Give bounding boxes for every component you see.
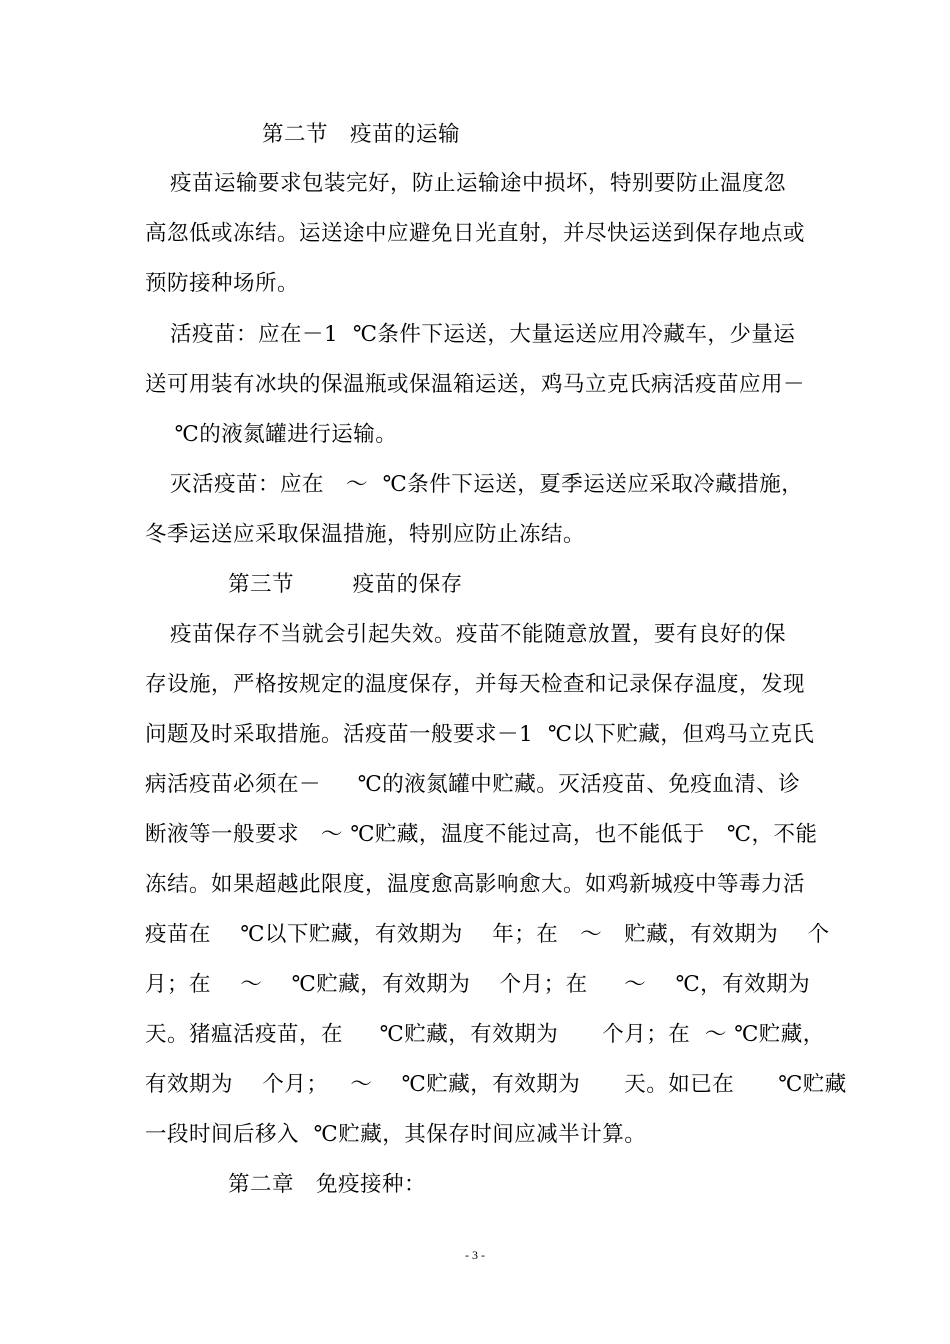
paragraph-line: 有效期为 个月； ～ ℃贮藏，有效期为 天。如已在 ℃贮藏 (145, 1072, 847, 1097)
chapter-heading: 第二章 免疫接种： (228, 1172, 427, 1197)
paragraph-line: 月；在 ～ ℃贮藏，有效期为 个月；在 ～ ℃，有效期为 (145, 972, 811, 997)
paragraph-line: 疫苗在 ℃以下贮藏，有效期为 年；在 ～ 贮藏，有效期为 个 (145, 922, 830, 947)
paragraph-line: 天。猪瘟活疫苗，在 ℃贮藏，有效期为 个月；在 ～ ℃贮藏， (145, 1022, 825, 1047)
paragraph-line: 高忽低或冻结。运送途中应避免日光直射，并尽快运送到保存地点或 (145, 221, 806, 246)
section-heading-storage: 第三节 疫苗的保存 (228, 572, 463, 597)
paragraph-line: 病活疫苗必须在－ ℃的液氮罐中贮藏。灭活疫苗、免疫血清、诊 (145, 772, 801, 797)
paragraph-line: 预防接种场所。 (145, 271, 300, 296)
paragraph-line: 送可用装有冰块的保温瓶或保温箱运送，鸡马立克氏病活疫苗应用－ (145, 372, 806, 397)
paragraph-line: ℃的液氮罐进行运输。 (160, 422, 398, 447)
paragraph-line: 一段时间后移入 ℃贮藏，其保存时间应减半计算。 (145, 1122, 647, 1147)
paragraph-line: 疫苗保存不当就会引起失效。疫苗不能随意放置，要有良好的保 (170, 622, 787, 647)
paragraph-line: 灭活疫苗：应在 ～ ℃条件下运送，夏季运送应采取冷藏措施， (170, 472, 804, 497)
paragraph-line: 活疫苗：应在－1 ℃条件下运送，大量运送应用冷藏车，少量运 (170, 322, 796, 347)
paragraph-line: 冻结。如果超越此限度，温度愈高影响愈大。如鸡新城疫中等毒力活 (145, 872, 806, 897)
paragraph-line: 问题及时采取措施。活疫苗一般要求－1 ℃以下贮藏，但鸡马立克氏 (145, 722, 815, 747)
paragraph-line: 冬季运送应采取保温措施，特别应防止冻结。 (145, 522, 586, 547)
page-number: - 3 - (465, 1248, 485, 1262)
paragraph-line: 疫苗运输要求包装完好，防止运输途中损坏，特别要防止温度忽 (170, 171, 787, 196)
paragraph-line: 断液等一般要求 ～ ℃贮藏，温度不能过高，也不能低于 ℃，不能 (145, 822, 818, 847)
paragraph-line: 存设施，严格按规定的温度保存，并每天检查和记录保存温度，发现 (145, 672, 806, 697)
section-heading-transport: 第二节 疫苗的运输 (262, 122, 461, 147)
